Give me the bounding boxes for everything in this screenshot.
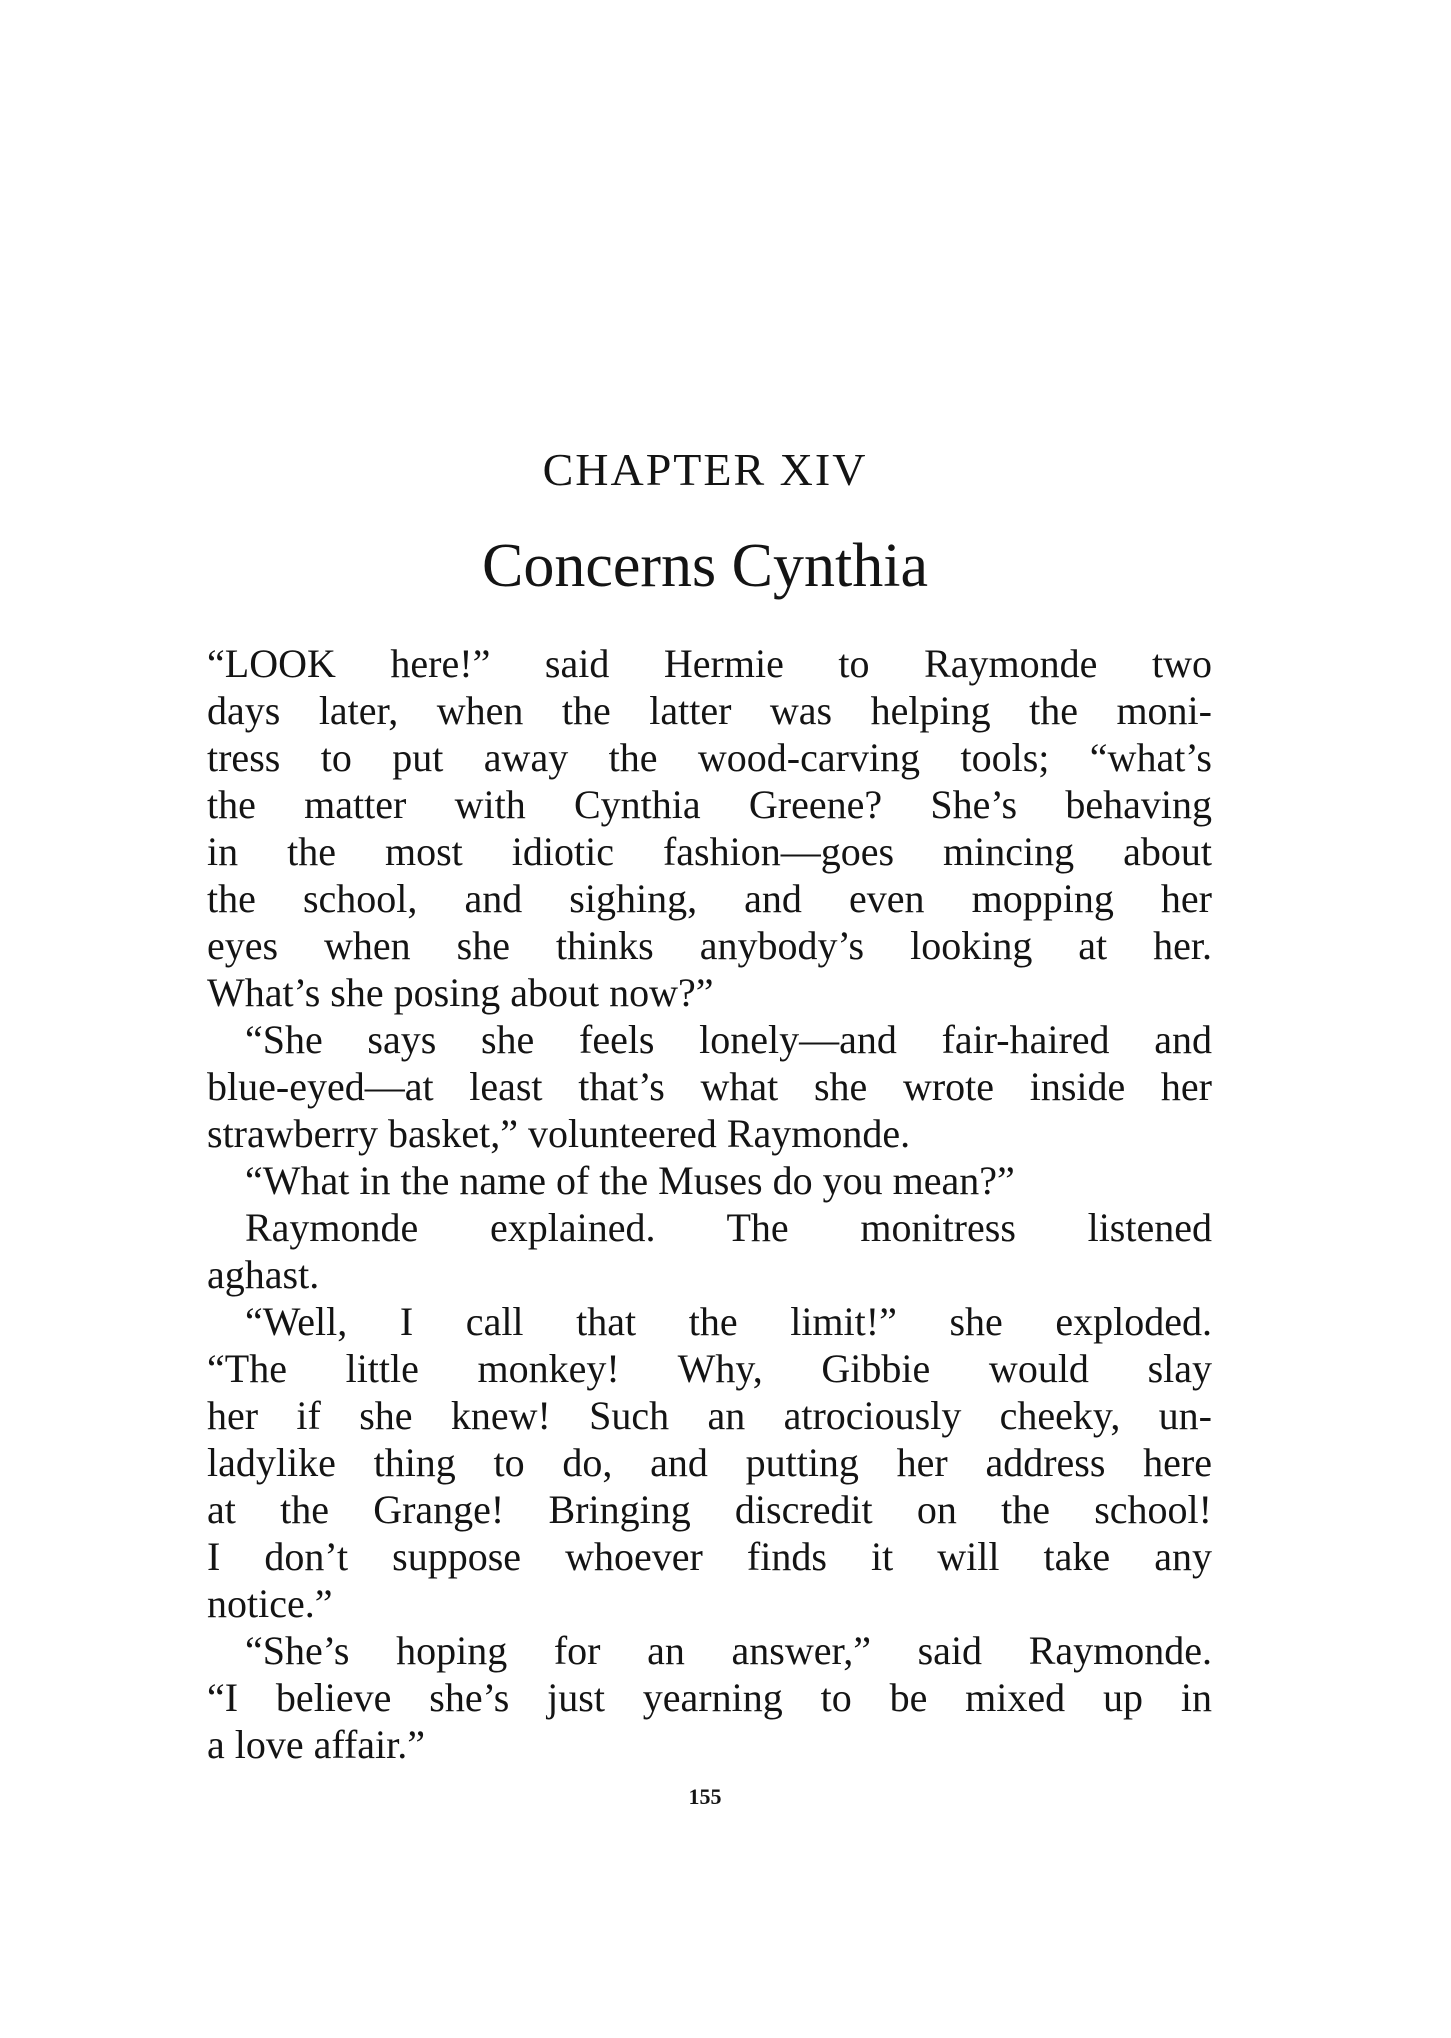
text-line: blue-eyed—at least that’s what she wrote inside her (207, 1064, 1212, 1109)
text-line: Raymonde explained. The monitress listened (245, 1205, 1212, 1250)
chapter-number: CHAPTER XIV (542, 444, 868, 495)
text-line: I don’t suppose whoever finds it will take any (207, 1534, 1212, 1579)
text-line: at the Grange! Bringing discredit on the school! (207, 1487, 1212, 1532)
text-line: “I believe she’s just yearning to be mixed up in (207, 1675, 1212, 1720)
text-line: “The little monkey! Why, Gibbie would slay (207, 1346, 1212, 1391)
text-line: strawberry basket,” volunteered Raymonde. (207, 1111, 911, 1156)
body-text (207, 640, 1212, 1768)
page-number: 155 (688, 1784, 722, 1809)
text-line: aghast. (207, 1252, 320, 1297)
text-line: the matter with Cynthia Greene? She’s behaving (207, 782, 1212, 827)
text-line: a love affair.” (207, 1722, 426, 1767)
text-line: days later, when the latter was helping the moni- (207, 688, 1212, 733)
text-line: the school, and sighing, and even mopping her (207, 876, 1212, 921)
text-line: in the most idiotic fashion—goes mincing about (207, 829, 1212, 874)
text-line: What’s she posing about now?” (207, 970, 714, 1015)
text-line: tress to put away the wood-carving tools; “what’s (207, 735, 1212, 780)
chapter-title: Concerns Cynthia (482, 532, 928, 600)
text-line: ladylike thing to do, and putting her address here (207, 1440, 1212, 1485)
text-line: “She’s hoping for an answer,” said Raymonde. (245, 1628, 1212, 1673)
text-line: eyes when she thinks anybody’s looking at her. (207, 923, 1212, 968)
text-line: her if she knew! Such an atrociously cheeky, un- (207, 1393, 1212, 1438)
text-line: “LOOK here!” said Hermie to Raymonde two (207, 641, 1212, 686)
text-line: “She says she feels lonely—and fair-haired and (245, 1017, 1212, 1062)
text-line: notice.” (207, 1581, 333, 1626)
text-line: “What in the name of the Muses do you mean?” (245, 1158, 1015, 1203)
text-line: “Well, I call that the limit!” she exploded. (245, 1299, 1212, 1344)
